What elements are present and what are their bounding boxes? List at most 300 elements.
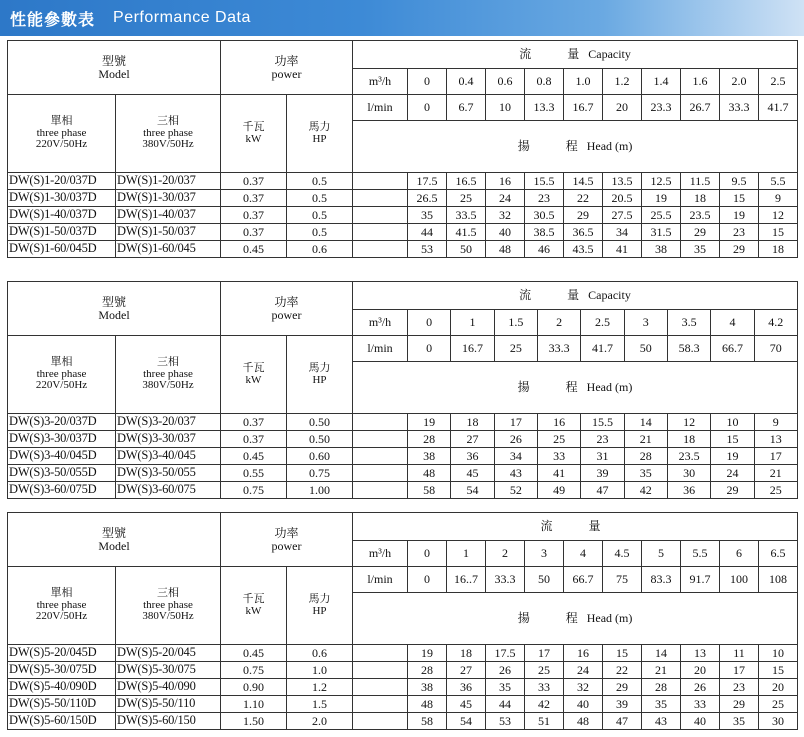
table-row bbox=[8, 662, 798, 679]
head-value: 35 bbox=[642, 696, 681, 713]
hp-header-en: HP bbox=[312, 373, 327, 386]
head-value: 45 bbox=[451, 465, 494, 482]
capacity-m3h-value: 1 bbox=[447, 541, 486, 567]
title-en: Performance Data bbox=[113, 9, 251, 26]
power-header-zh: 功率 bbox=[274, 53, 299, 68]
power-hp: 0.5 bbox=[287, 207, 353, 224]
capacity-header-zh-2: 量 bbox=[567, 288, 580, 303]
row-unit-blank bbox=[353, 465, 408, 482]
performance-table-3 bbox=[7, 512, 798, 730]
head-value: 24 bbox=[564, 662, 603, 679]
hp-header-zh: 馬力 bbox=[308, 361, 331, 374]
capacity-lmin-value: 20 bbox=[603, 95, 642, 121]
head-value: 5.5 bbox=[759, 173, 798, 190]
single-phase-zh: 單相 bbox=[50, 115, 73, 128]
head-value: 20 bbox=[681, 662, 720, 679]
capacity-lmin-value: 25 bbox=[494, 336, 537, 362]
head-value: 16.5 bbox=[447, 173, 486, 190]
head-header-en: Head (m) bbox=[586, 611, 633, 626]
head-value: 58 bbox=[408, 713, 447, 730]
capacity-lmin-value: 83.3 bbox=[642, 567, 681, 593]
kw-header-en: kW bbox=[245, 604, 262, 617]
unit-lmin: l/min bbox=[353, 95, 408, 121]
head-value: 26 bbox=[681, 679, 720, 696]
capacity-m3h-value: 2.5 bbox=[581, 310, 624, 336]
capacity-header-en: Capacity bbox=[588, 288, 631, 303]
capacity-lmin-value: 6.7 bbox=[447, 95, 486, 121]
capacity-m3h-value: 0 bbox=[408, 541, 447, 567]
model-header-zh: 型號 bbox=[101, 294, 126, 309]
capacity-lmin-value: 16.7 bbox=[451, 336, 494, 362]
power-kw: 1.50 bbox=[221, 713, 287, 730]
table-row bbox=[8, 448, 798, 465]
head-value: 47 bbox=[581, 482, 624, 499]
capacity-header-zh-1: 流 bbox=[540, 519, 553, 534]
power-header-zh: 功率 bbox=[274, 525, 299, 540]
head-value: 29 bbox=[603, 679, 642, 696]
row-unit-blank bbox=[353, 224, 408, 241]
head-value: 35 bbox=[681, 241, 720, 258]
model-single-phase: DW(S)3-40/045D bbox=[8, 448, 116, 465]
head-value: 18 bbox=[667, 431, 710, 448]
head-value: 23 bbox=[720, 679, 759, 696]
capacity-m3h-value: 3 bbox=[624, 310, 667, 336]
three-phase-zh: 三相 bbox=[157, 587, 179, 600]
head-header bbox=[353, 362, 798, 414]
power-hp: 0.50 bbox=[287, 414, 353, 431]
power-hp: 1.0 bbox=[287, 662, 353, 679]
performance-table-2 bbox=[7, 281, 798, 499]
head-value: 27 bbox=[451, 431, 494, 448]
head-value: 42 bbox=[624, 482, 667, 499]
head-value: 21 bbox=[754, 465, 797, 482]
model-header-zh: 型號 bbox=[101, 53, 126, 68]
head-value: 53 bbox=[486, 713, 525, 730]
row-unit-blank bbox=[353, 431, 408, 448]
head-value: 19 bbox=[408, 645, 447, 662]
capacity-lmin-value: 100 bbox=[720, 567, 759, 593]
head-value: 30 bbox=[759, 713, 798, 730]
power-hp: 0.60 bbox=[287, 448, 353, 465]
head-value: 9 bbox=[759, 190, 798, 207]
power-hp: 0.6 bbox=[287, 241, 353, 258]
power-hp: 1.5 bbox=[287, 696, 353, 713]
head-value: 41 bbox=[603, 241, 642, 258]
head-value: 21 bbox=[642, 662, 681, 679]
row-unit-blank bbox=[353, 241, 408, 258]
title-banner bbox=[0, 0, 804, 36]
power-header bbox=[221, 282, 353, 336]
model-single-phase: DW(S)3-20/037D bbox=[8, 414, 116, 431]
head-value: 29 bbox=[720, 241, 759, 258]
model-header-zh: 型號 bbox=[101, 525, 126, 540]
capacity-lmin-value: 33.3 bbox=[720, 95, 759, 121]
kw-header bbox=[221, 567, 287, 645]
kw-header-zh: 千瓦 bbox=[242, 361, 265, 374]
model-three-phase: DW(S)1-60/045 bbox=[116, 241, 221, 258]
head-value: 33 bbox=[681, 696, 720, 713]
head-value: 14.5 bbox=[564, 173, 603, 190]
power-kw: 0.90 bbox=[221, 679, 287, 696]
head-value: 17.5 bbox=[408, 173, 447, 190]
capacity-lmin-value: 33.3 bbox=[537, 336, 580, 362]
table-row bbox=[8, 414, 798, 431]
head-value: 38.5 bbox=[525, 224, 564, 241]
head-value: 15 bbox=[759, 224, 798, 241]
table-row bbox=[8, 679, 798, 696]
model-three-phase: DW(S)5-30/075 bbox=[116, 662, 221, 679]
kw-header-zh: 千瓦 bbox=[242, 120, 265, 133]
capacity-m3h-value: 2.0 bbox=[720, 69, 759, 95]
head-value: 35 bbox=[624, 465, 667, 482]
head-value: 11 bbox=[720, 645, 759, 662]
power-kw: 0.45 bbox=[221, 448, 287, 465]
capacity-header-zh-2: 量 bbox=[567, 47, 580, 62]
power-kw: 0.37 bbox=[221, 190, 287, 207]
model-single-phase: DW(S)1-40/037D bbox=[8, 207, 116, 224]
head-value: 38 bbox=[408, 679, 447, 696]
head-value: 31 bbox=[581, 448, 624, 465]
model-header bbox=[8, 282, 221, 336]
table-row bbox=[8, 241, 798, 258]
head-value: 34 bbox=[494, 448, 537, 465]
single-phase-en: three phase bbox=[36, 367, 87, 380]
table-row bbox=[8, 696, 798, 713]
head-value: 44 bbox=[486, 696, 525, 713]
head-value: 28 bbox=[642, 679, 681, 696]
single-phase-voltage: 220V/50Hz bbox=[35, 138, 88, 151]
capacity-m3h-value: 1 bbox=[451, 310, 494, 336]
capacity-m3h-value: 4 bbox=[711, 310, 754, 336]
model-single-phase: DW(S)5-30/075D bbox=[8, 662, 116, 679]
model-three-phase: DW(S)3-40/045 bbox=[116, 448, 221, 465]
capacity-m3h-value: 1.5 bbox=[494, 310, 537, 336]
table-row bbox=[8, 173, 798, 190]
head-value: 41.5 bbox=[447, 224, 486, 241]
row-unit-blank bbox=[353, 713, 408, 730]
head-value: 54 bbox=[447, 713, 486, 730]
head-value: 42 bbox=[525, 696, 564, 713]
head-value: 23.5 bbox=[681, 207, 720, 224]
head-value: 15 bbox=[603, 645, 642, 662]
head-value: 17 bbox=[525, 645, 564, 662]
capacity-lmin-value: 16.7 bbox=[564, 95, 603, 121]
head-header-zh-1: 揚 bbox=[517, 139, 530, 154]
head-value: 19 bbox=[642, 190, 681, 207]
three-phase-voltage: 380V/50Hz bbox=[142, 138, 194, 151]
capacity-lmin-value: 41.7 bbox=[581, 336, 624, 362]
head-value: 33 bbox=[537, 448, 580, 465]
head-value: 48 bbox=[564, 713, 603, 730]
head-value: 15 bbox=[711, 431, 754, 448]
row-unit-blank bbox=[353, 173, 408, 190]
head-value: 29 bbox=[681, 224, 720, 241]
single-phase-zh: 單相 bbox=[50, 356, 73, 369]
title-zh: 性能參數表 bbox=[10, 11, 96, 29]
model-three-phase: DW(S)1-20/037 bbox=[116, 173, 221, 190]
head-value: 28 bbox=[408, 431, 451, 448]
three-phase-header bbox=[116, 567, 221, 645]
head-value: 20 bbox=[759, 679, 798, 696]
single-phase-en: three phase bbox=[36, 126, 87, 139]
model-three-phase: DW(S)1-30/037 bbox=[116, 190, 221, 207]
row-unit-blank bbox=[353, 696, 408, 713]
capacity-m3h-value: 4 bbox=[564, 541, 603, 567]
hp-header bbox=[287, 336, 353, 414]
table-row bbox=[8, 482, 798, 499]
head-value: 28 bbox=[408, 662, 447, 679]
head-value: 18 bbox=[681, 190, 720, 207]
capacity-m3h-value: 3 bbox=[525, 541, 564, 567]
head-value: 36 bbox=[447, 679, 486, 696]
head-value: 43 bbox=[494, 465, 537, 482]
head-value: 48 bbox=[408, 696, 447, 713]
hp-header bbox=[287, 567, 353, 645]
hp-header bbox=[287, 95, 353, 173]
head-value: 43.5 bbox=[564, 241, 603, 258]
head-value: 27 bbox=[447, 662, 486, 679]
power-kw: 0.75 bbox=[221, 662, 287, 679]
model-single-phase: DW(S)1-20/037D bbox=[8, 173, 116, 190]
head-value: 11.5 bbox=[681, 173, 720, 190]
capacity-lmin-value: 0 bbox=[408, 95, 447, 121]
capacity-lmin-value: 70 bbox=[754, 336, 797, 362]
head-value: 9 bbox=[754, 414, 797, 431]
head-value: 16 bbox=[564, 645, 603, 662]
power-header-zh: 功率 bbox=[274, 294, 299, 309]
kw-header bbox=[221, 336, 287, 414]
hp-header-zh: 馬力 bbox=[308, 120, 331, 133]
head-value: 15 bbox=[720, 190, 759, 207]
capacity-m3h-value: 6.5 bbox=[759, 541, 798, 567]
model-single-phase: DW(S)1-60/045D bbox=[8, 241, 116, 258]
head-value: 44 bbox=[408, 224, 447, 241]
capacity-lmin-value: 26.7 bbox=[681, 95, 720, 121]
head-value: 14 bbox=[624, 414, 667, 431]
head-value: 39 bbox=[581, 465, 624, 482]
capacity-m3h-value: 5.5 bbox=[681, 541, 720, 567]
head-value: 46 bbox=[525, 241, 564, 258]
capacity-header-zh-1: 流 bbox=[519, 47, 532, 62]
power-kw: 0.37 bbox=[221, 207, 287, 224]
table-row bbox=[8, 224, 798, 241]
head-value: 13 bbox=[754, 431, 797, 448]
model-three-phase: DW(S)5-20/045 bbox=[116, 645, 221, 662]
row-unit-blank bbox=[353, 190, 408, 207]
head-value: 19 bbox=[720, 207, 759, 224]
table-row bbox=[8, 713, 798, 730]
power-hp: 1.2 bbox=[287, 679, 353, 696]
single-phase-header bbox=[8, 95, 116, 173]
capacity-lmin-value: 16..7 bbox=[447, 567, 486, 593]
head-value: 30.5 bbox=[525, 207, 564, 224]
head-value: 38 bbox=[642, 241, 681, 258]
kw-header bbox=[221, 95, 287, 173]
capacity-header-zh-1: 流 bbox=[519, 288, 532, 303]
capacity-m3h-value: 1.2 bbox=[603, 69, 642, 95]
head-value: 17 bbox=[720, 662, 759, 679]
head-value: 23.5 bbox=[667, 448, 710, 465]
head-value: 54 bbox=[451, 482, 494, 499]
head-value: 19 bbox=[408, 414, 451, 431]
model-single-phase: DW(S)1-50/037D bbox=[8, 224, 116, 241]
head-value: 32 bbox=[564, 679, 603, 696]
capacity-m3h-value: 6 bbox=[720, 541, 759, 567]
power-kw: 0.37 bbox=[221, 224, 287, 241]
hp-header-en: HP bbox=[312, 132, 327, 145]
power-kw: 0.37 bbox=[221, 173, 287, 190]
head-value: 40 bbox=[681, 713, 720, 730]
row-unit-blank bbox=[353, 207, 408, 224]
head-value: 15.5 bbox=[581, 414, 624, 431]
head-value: 12.5 bbox=[642, 173, 681, 190]
power-header bbox=[221, 513, 353, 567]
head-value: 53 bbox=[408, 241, 447, 258]
head-value: 29 bbox=[720, 696, 759, 713]
table-row bbox=[8, 645, 798, 662]
model-three-phase: DW(S)3-20/037 bbox=[116, 414, 221, 431]
capacity-m3h-value: 0.6 bbox=[486, 69, 525, 95]
capacity-lmin-value: 23.3 bbox=[642, 95, 681, 121]
unit-m3h: m³/h bbox=[353, 69, 408, 95]
three-phase-zh: 三相 bbox=[157, 115, 179, 128]
head-value: 16 bbox=[486, 173, 525, 190]
head-value: 47 bbox=[603, 713, 642, 730]
capacity-m3h-value: 2 bbox=[537, 310, 580, 336]
model-three-phase: DW(S)1-50/037 bbox=[116, 224, 221, 241]
head-value: 41 bbox=[537, 465, 580, 482]
head-value: 24 bbox=[486, 190, 525, 207]
head-value: 9.5 bbox=[720, 173, 759, 190]
head-value: 23 bbox=[525, 190, 564, 207]
power-kw: 0.55 bbox=[221, 465, 287, 482]
head-header-zh-2: 程 bbox=[565, 611, 578, 626]
head-value: 17 bbox=[494, 414, 537, 431]
head-value: 12 bbox=[667, 414, 710, 431]
head-value: 33 bbox=[525, 679, 564, 696]
capacity-m3h-value: 0.4 bbox=[447, 69, 486, 95]
head-value: 26.5 bbox=[408, 190, 447, 207]
head-value: 26 bbox=[494, 431, 537, 448]
head-value: 29 bbox=[564, 207, 603, 224]
head-value: 36.5 bbox=[564, 224, 603, 241]
head-value: 36 bbox=[451, 448, 494, 465]
head-value: 58 bbox=[408, 482, 451, 499]
head-value: 27.5 bbox=[603, 207, 642, 224]
power-header bbox=[221, 41, 353, 95]
capacity-m3h-value: 0 bbox=[408, 310, 451, 336]
head-value: 25 bbox=[754, 482, 797, 499]
row-unit-blank bbox=[353, 645, 408, 662]
model-single-phase: DW(S)1-30/037D bbox=[8, 190, 116, 207]
capacity-lmin-value: 91.7 bbox=[681, 567, 720, 593]
model-header bbox=[8, 41, 221, 95]
power-hp: 0.5 bbox=[287, 224, 353, 241]
head-value: 43 bbox=[642, 713, 681, 730]
power-header-en: power bbox=[271, 66, 302, 81]
single-phase-voltage: 220V/50Hz bbox=[35, 379, 88, 392]
power-header-en: power bbox=[271, 538, 302, 553]
head-value: 13 bbox=[681, 645, 720, 662]
capacity-m3h-value: 1.4 bbox=[642, 69, 681, 95]
model-three-phase: DW(S)1-40/037 bbox=[116, 207, 221, 224]
capacity-header bbox=[353, 41, 798, 69]
three-phase-header bbox=[116, 95, 221, 173]
head-header-en: Head (m) bbox=[586, 139, 633, 154]
three-phase-zh: 三相 bbox=[157, 356, 179, 369]
capacity-lmin-value: 50 bbox=[624, 336, 667, 362]
kw-header-en: kW bbox=[245, 132, 262, 145]
model-single-phase: DW(S)5-20/045D bbox=[8, 645, 116, 662]
capacity-m3h-value: 3.5 bbox=[667, 310, 710, 336]
head-value: 30 bbox=[667, 465, 710, 482]
model-three-phase: DW(S)3-50/055 bbox=[116, 465, 221, 482]
performance-table-1 bbox=[7, 40, 798, 258]
head-header bbox=[353, 593, 798, 645]
table-row bbox=[8, 207, 798, 224]
capacity-lmin-value: 50 bbox=[525, 567, 564, 593]
head-value: 35 bbox=[720, 713, 759, 730]
capacity-m3h-value: 1.6 bbox=[681, 69, 720, 95]
table-row bbox=[8, 465, 798, 482]
head-value: 18 bbox=[447, 645, 486, 662]
head-value: 32 bbox=[486, 207, 525, 224]
head-value: 35 bbox=[486, 679, 525, 696]
head-value: 17.5 bbox=[486, 645, 525, 662]
head-value: 49 bbox=[537, 482, 580, 499]
head-value: 18 bbox=[759, 241, 798, 258]
single-phase-voltage: 220V/50Hz bbox=[35, 610, 88, 623]
capacity-lmin-value: 75 bbox=[603, 567, 642, 593]
model-header bbox=[8, 513, 221, 567]
head-value: 13.5 bbox=[603, 173, 642, 190]
capacity-header-zh-2: 量 bbox=[588, 519, 601, 534]
three-phase-header bbox=[116, 336, 221, 414]
head-value: 22 bbox=[564, 190, 603, 207]
model-header-en: Model bbox=[98, 66, 130, 81]
head-value: 48 bbox=[486, 241, 525, 258]
capacity-lmin-value: 66.7 bbox=[711, 336, 754, 362]
head-value: 21 bbox=[624, 431, 667, 448]
three-phase-en: three phase bbox=[143, 126, 193, 139]
single-phase-header bbox=[8, 567, 116, 645]
single-phase-en: three phase bbox=[36, 598, 87, 611]
capacity-m3h-value: 0.8 bbox=[525, 69, 564, 95]
capacity-m3h-value: 4.2 bbox=[754, 310, 797, 336]
power-kw: 0.75 bbox=[221, 482, 287, 499]
head-value: 33.5 bbox=[447, 207, 486, 224]
head-value: 25 bbox=[525, 662, 564, 679]
model-single-phase: DW(S)3-30/037D bbox=[8, 431, 116, 448]
head-value: 18 bbox=[451, 414, 494, 431]
single-phase-zh: 單相 bbox=[50, 587, 73, 600]
head-value: 38 bbox=[408, 448, 451, 465]
table-row bbox=[8, 431, 798, 448]
power-kw: 0.37 bbox=[221, 414, 287, 431]
power-kw: 0.37 bbox=[221, 431, 287, 448]
unit-m3h: m³/h bbox=[353, 310, 408, 336]
model-three-phase: DW(S)5-60/150 bbox=[116, 713, 221, 730]
head-value: 35 bbox=[408, 207, 447, 224]
capacity-m3h-value: 5 bbox=[642, 541, 681, 567]
row-unit-blank bbox=[353, 679, 408, 696]
head-header-zh-2: 程 bbox=[565, 380, 578, 395]
power-kw: 1.10 bbox=[221, 696, 287, 713]
head-value: 50 bbox=[447, 241, 486, 258]
head-value: 25 bbox=[759, 696, 798, 713]
power-hp: 0.6 bbox=[287, 645, 353, 662]
head-value: 24 bbox=[711, 465, 754, 482]
